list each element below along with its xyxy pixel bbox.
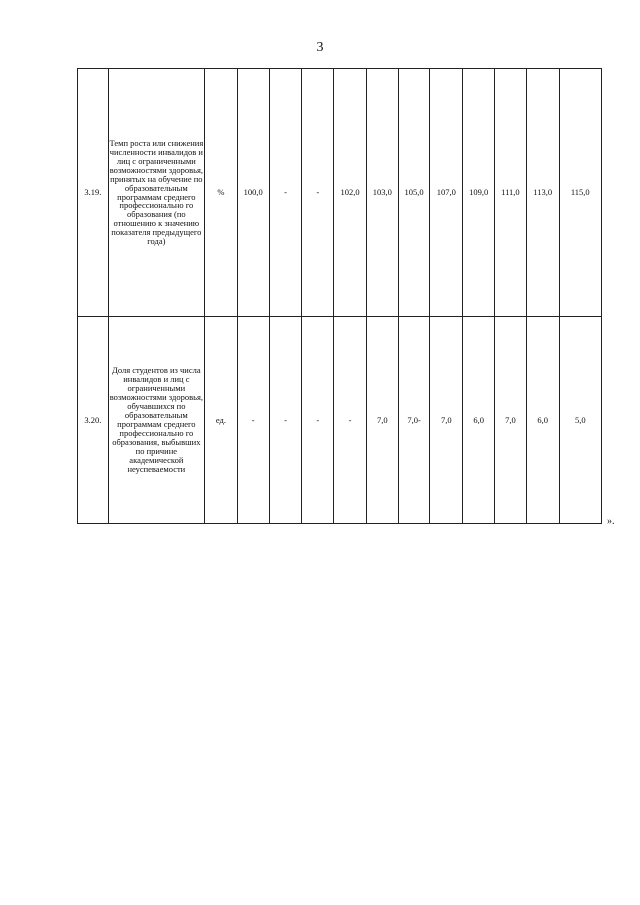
value-cell: 100,0: [237, 69, 269, 317]
value-cell: -: [237, 317, 269, 524]
value-cell: -: [269, 317, 302, 524]
unit-cell: %: [205, 69, 238, 317]
value-cell: 109,0: [463, 69, 495, 317]
row-number: 3.20.: [78, 317, 109, 524]
value-cell: 7,0: [366, 317, 398, 524]
value-cell: -: [302, 317, 334, 524]
value-cell: 102,0: [334, 69, 367, 317]
value-cell: -: [334, 317, 367, 524]
value-cell: 103,0: [366, 69, 398, 317]
indicators-table: [77, 68, 602, 524]
value-cell: 5,0: [559, 317, 601, 524]
value-cell: 7,0-: [398, 317, 430, 524]
value-cell: -: [302, 69, 334, 317]
row-description: Доля студентов из числа инвалидов и лиц с ограниченными возможностями здоровья, обучавшихся по образовательным программам среднего профессионально го образования, выбывших по причине академической неуспеваемости: [108, 317, 204, 524]
value-cell: -: [269, 69, 302, 317]
row-number: 3.19.: [78, 69, 109, 317]
value-cell: 113,0: [526, 69, 559, 317]
table-row: [78, 317, 602, 524]
value-cell: 111,0: [495, 69, 527, 317]
row-description: Темп роста или снижения численности инвалидов и лиц с ограниченными возможностями здоровья, принятых на обучение по образовательным программам среднего профессионально го образования (по отношению к значению показателя предыдущего года): [108, 69, 204, 317]
table-row: [78, 69, 602, 317]
value-cell: 6,0: [463, 317, 495, 524]
value-cell: 7,0: [430, 317, 463, 524]
unit-cell: ед.: [205, 317, 238, 524]
value-cell: 6,0: [526, 317, 559, 524]
value-cell: 107,0: [430, 69, 463, 317]
page-number: 3: [316, 40, 324, 55]
closing-quote-mark: ».: [607, 516, 615, 527]
value-cell: 115,0: [559, 69, 601, 317]
value-cell: 105,0: [398, 69, 430, 317]
value-cell: 7,0: [495, 317, 527, 524]
